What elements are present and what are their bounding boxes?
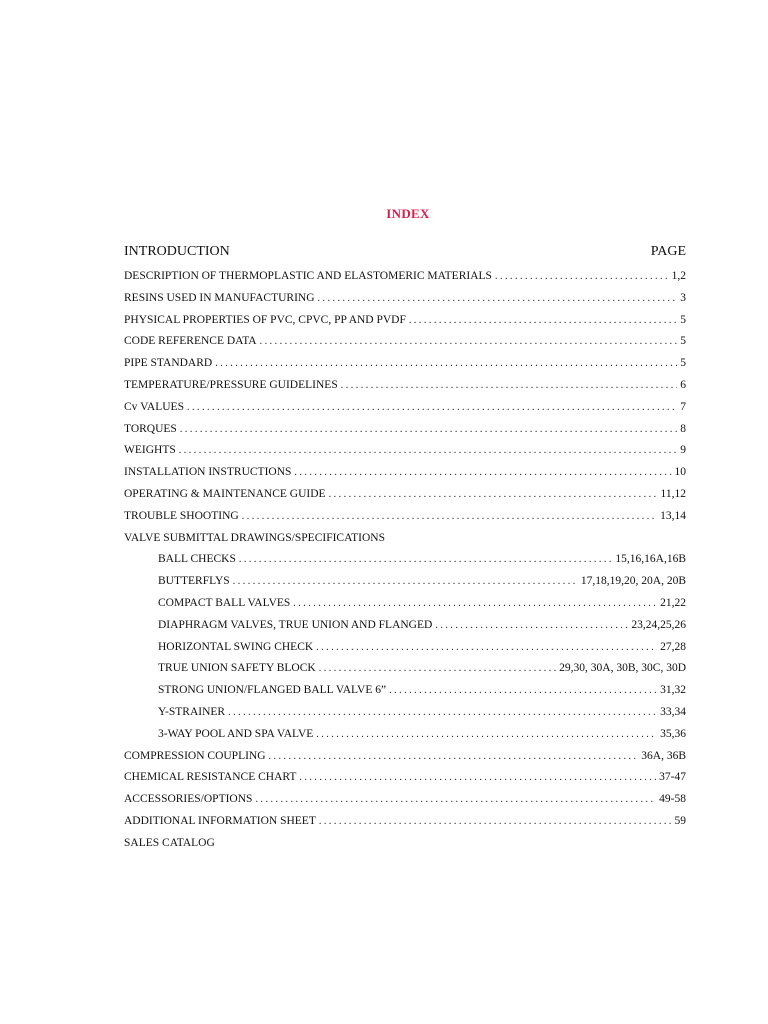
toc-entry bbox=[124, 397, 686, 419]
toc-entry-label: STRONG UNION/FLANGED BALL VALVE 6” bbox=[158, 684, 387, 697]
dot-leader bbox=[293, 593, 657, 615]
toc-entry-page: 7 bbox=[680, 400, 686, 413]
toc-entry-page: 35,36 bbox=[660, 727, 686, 740]
toc-entry-page: 3 bbox=[680, 291, 686, 304]
toc-entry bbox=[124, 724, 686, 746]
toc-entry bbox=[124, 440, 686, 462]
dot-leader bbox=[316, 724, 657, 746]
toc-entry bbox=[124, 484, 686, 506]
toc-entry-label: ADDITIONAL INFORMATION SHEET bbox=[124, 814, 316, 827]
dot-leader bbox=[260, 331, 678, 353]
toc-entry-page: 5 bbox=[680, 313, 686, 326]
toc-entry bbox=[124, 746, 686, 768]
index-title: INDEX bbox=[386, 206, 430, 221]
toc-entry-page: 37-47 bbox=[659, 771, 686, 784]
toc-entry bbox=[124, 353, 686, 375]
toc-entry-label: CODE REFERENCE DATA bbox=[124, 335, 257, 348]
toc-entry-label: HORIZONTAL SWING CHECK bbox=[158, 640, 314, 653]
toc-entry-page: 27,28 bbox=[660, 640, 686, 653]
toc-entry-page: 13,14 bbox=[660, 509, 686, 522]
dot-leader bbox=[294, 462, 671, 484]
dot-leader bbox=[495, 266, 669, 288]
toc-entry-label: DESCRIPTION OF THERMOPLASTIC AND ELASTOMERIC MATERIALS bbox=[124, 270, 492, 282]
toc-entry-page: 5 bbox=[680, 335, 686, 348]
section-heading: INTRODUCTION bbox=[124, 244, 230, 259]
toc-entry-label: 3-WAY POOL AND SPA VALVE bbox=[158, 727, 314, 740]
toc-entry-page: 15,16,16A,16B bbox=[615, 553, 686, 566]
dot-leader bbox=[329, 484, 658, 506]
toc-entry-label: OPERATING & MAINTENANCE GUIDE bbox=[124, 487, 326, 500]
toc-entry bbox=[124, 767, 686, 789]
toc-entry-page: 23,24,25,26 bbox=[631, 618, 686, 631]
toc-entry-label: TEMPERATURE/PRESSURE GUIDELINES bbox=[124, 378, 338, 391]
table-of-contents bbox=[124, 266, 686, 855]
toc-entry-label: COMPRESSION COUPLING bbox=[124, 749, 266, 762]
dot-leader bbox=[318, 288, 678, 310]
toc-entry-page: 36A, 36B bbox=[641, 749, 686, 762]
dot-leader bbox=[316, 637, 657, 659]
toc-entry-label: RESINS USED IN MANUFACTURING bbox=[124, 291, 315, 304]
toc-entry bbox=[124, 680, 686, 702]
toc-entry-label: DIAPHRAGM VALVES, TRUE UNION AND FLANGED bbox=[158, 618, 433, 631]
toc-entry bbox=[124, 789, 686, 811]
dot-leader bbox=[319, 658, 556, 680]
toc-entry-label: SALES CATALOG bbox=[124, 836, 215, 849]
toc-entry bbox=[124, 375, 686, 397]
toc-entry bbox=[124, 549, 686, 571]
toc-entry bbox=[124, 637, 686, 659]
toc-entry bbox=[124, 310, 686, 332]
toc-entry bbox=[124, 419, 686, 441]
toc-entry bbox=[124, 593, 686, 615]
page-column-heading: PAGE bbox=[650, 244, 686, 259]
toc-entry bbox=[124, 571, 686, 593]
toc-entry-page: 29,30, 30A, 30B, 30C, 30D bbox=[559, 662, 686, 675]
dot-leader bbox=[215, 353, 677, 375]
toc-entry-label: TRUE UNION SAFETY BLOCK bbox=[158, 662, 316, 675]
column-header bbox=[124, 244, 686, 260]
dot-leader bbox=[299, 767, 656, 789]
toc-entry bbox=[124, 506, 686, 528]
toc-entry-label: BALL CHECKS bbox=[158, 553, 236, 566]
dot-leader bbox=[239, 549, 613, 571]
dot-leader bbox=[435, 615, 628, 637]
dot-leader bbox=[269, 746, 639, 768]
toc-entry bbox=[124, 615, 686, 637]
toc-entry-label: COMPACT BALL VALVES bbox=[158, 596, 291, 609]
dot-leader bbox=[389, 680, 657, 702]
toc-entry bbox=[124, 702, 686, 724]
dot-leader bbox=[319, 811, 672, 833]
toc-entry-label: WEIGHTS bbox=[124, 444, 176, 457]
toc-entry-page: 31,32 bbox=[660, 684, 686, 697]
toc-entry-label: TROUBLE SHOOTING bbox=[124, 509, 239, 522]
toc-entry-label: VALVE SUBMITTAL DRAWINGS/SPECIFICATIONS bbox=[124, 531, 385, 544]
toc-entry-page: 6 bbox=[680, 378, 686, 391]
toc-entry-page: 59 bbox=[674, 814, 686, 827]
dot-leader bbox=[409, 310, 677, 332]
toc-entry bbox=[124, 462, 686, 484]
dot-leader bbox=[187, 397, 677, 419]
toc-entry-label: Y-STRAINER bbox=[158, 705, 226, 718]
toc-entry bbox=[124, 288, 686, 310]
toc-entry-page: 33,34 bbox=[660, 705, 686, 718]
toc-entry-label: INSTALLATION INSTRUCTIONS bbox=[124, 466, 292, 479]
toc-entry-label: BUTTERFLYS bbox=[158, 575, 230, 588]
toc-entry-page: 5 bbox=[680, 357, 686, 370]
dot-leader bbox=[180, 419, 677, 441]
dot-leader bbox=[228, 702, 657, 724]
toc-entry-page: 9 bbox=[680, 444, 686, 457]
toc-entry-label: PHYSICAL PROPERTIES OF PVC, CPVC, PP AND PVDF bbox=[124, 313, 406, 326]
toc-entry bbox=[124, 266, 686, 288]
dot-leader bbox=[242, 506, 657, 528]
toc-entry-page: 10 bbox=[674, 466, 686, 479]
toc-entry bbox=[124, 528, 686, 550]
dot-leader bbox=[255, 789, 656, 811]
toc-entry-page: 17,18,19,20, 20A, 20B bbox=[580, 575, 686, 588]
toc-entry bbox=[124, 833, 686, 855]
toc-entry-page: 8 bbox=[680, 422, 686, 435]
toc-entry-label: ACCESSORIES/OPTIONS bbox=[124, 793, 253, 806]
toc-entry-page: 11,12 bbox=[660, 487, 686, 500]
toc-entry-label: TORQUES bbox=[124, 422, 177, 435]
toc-entry bbox=[124, 658, 686, 680]
toc-entry-label: PIPE STANDARD bbox=[124, 357, 213, 370]
toc-entry-page: 49-58 bbox=[659, 793, 686, 806]
toc-entry bbox=[124, 811, 686, 833]
toc-entry-page: 1,2 bbox=[671, 270, 686, 282]
toc-entry-label: CHEMICAL RESISTANCE CHART bbox=[124, 771, 297, 784]
dot-leader bbox=[233, 571, 578, 593]
toc-entry-page: 21,22 bbox=[660, 596, 686, 609]
dot-leader bbox=[179, 440, 678, 462]
toc-entry bbox=[124, 331, 686, 353]
dot-leader bbox=[341, 375, 678, 397]
toc-entry-label: Cv VALUES bbox=[124, 400, 184, 413]
